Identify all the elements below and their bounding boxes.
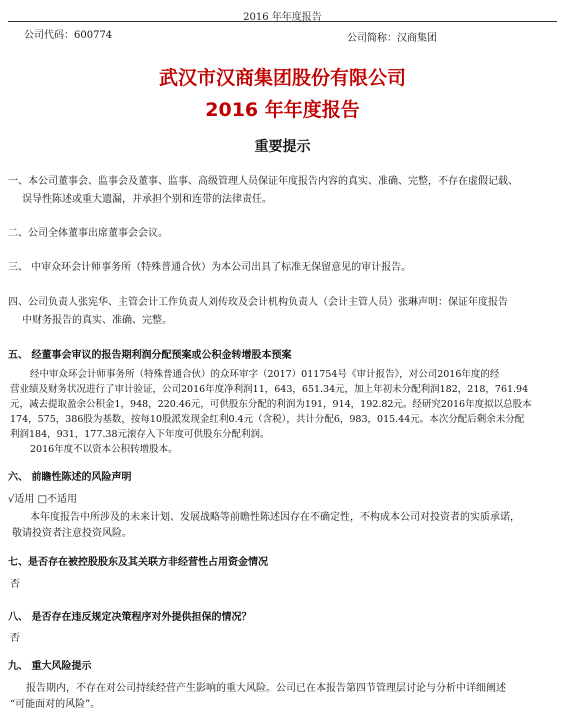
notice-9-title: 九、 重大风险提示 bbox=[8, 661, 92, 672]
notice-6-para-line-1: 本年度报告中所涉及的未来计划、发展战略等前瞻性陈述因存在不确定性，不构成本公司对投资者的实质承诺， bbox=[30, 512, 520, 523]
notice-3: 三、 中审众环会计师事务所（特殊普通合伙）为本公司出具了标准无保留意见的审计报告。 bbox=[8, 262, 412, 273]
notice-5-para-line-3: 元，减去提取盈余公积金1，948，220.46元，可供股东分配的利润为191，914，192.82元。经研究2016年度拟以总股本 bbox=[10, 399, 532, 410]
company-abbreviation: 公司简称：汉商集团 bbox=[347, 33, 437, 44]
notice-5-para-line-2: 营业绩及财务状况进行了审计验证，公司2016年度净利润11，643，651.34元，加上年初未分配利润182，218，761.94 bbox=[10, 384, 529, 395]
notice-6-para-line-2: 敬请投资者注意投资风险。 bbox=[12, 528, 132, 539]
notice-7-title: 七、是否存在被控股股东及其关联方非经营性占用资金情况 bbox=[8, 557, 268, 568]
option-applicable: √适用 bbox=[8, 494, 35, 505]
notice-9-para-line-2: “可能面对的风险”。 bbox=[10, 699, 101, 710]
notice-5-para-line-4: 174，575，386股为基数，按每10股派发现金红利0.4元（含税），共计分配6，983，015.44元。本次分配后剩余未分配 bbox=[10, 414, 525, 425]
company-title: 武汉市汉商集团股份有限公司 bbox=[158, 67, 406, 89]
notice-5-title: 五、 经董事会审议的报告期利润分配预案或公积金转增股本预案 bbox=[8, 350, 292, 361]
notice-2: 二、公司全体董事出席董事会会议。 bbox=[8, 228, 168, 239]
notice-1-line-1: 一、本公司董事会、监事会及董事、监事、高级管理人员保证年度报告内容的真实、准确、完整，不存在虚假记载、 bbox=[8, 176, 518, 187]
notice-5-para-line-1: 经中审众环会计师事务所（特殊普通合伙）的众环审字（2017）011754号《审计报告》，对公司2016年度的经 bbox=[30, 369, 500, 380]
applicability-options bbox=[8, 490, 77, 505]
notice-7-answer: 否 bbox=[10, 579, 20, 590]
header-divider bbox=[8, 21, 557, 22]
notice-1-line-2: 误导性陈述或重大遗漏，并承担个别和连带的法律责任。 bbox=[22, 194, 272, 205]
option-not-applicable: □不适用 bbox=[37, 494, 78, 505]
notice-4-line-2: 中财务报告的真实、准确、完整。 bbox=[22, 315, 172, 326]
notice-9-para-line-1: 报告期内，不存在对公司持续经营产生影响的重大风险。公司已在本报告第四节管理层讨论与分析中详细阐述 bbox=[26, 683, 506, 694]
company-code: 公司代码：600774 bbox=[24, 30, 113, 41]
notice-6-title: 六、 前瞻性陈述的风险声明 bbox=[8, 472, 132, 483]
notice-5-para-line-6: 2016年度不以资本公积转增股本。 bbox=[30, 444, 178, 455]
notice-5-para-line-5: 利润184，931，177.38元滚存入下年度可供股东分配利润。 bbox=[10, 429, 270, 440]
report-title: 2016 年年度报告 bbox=[205, 99, 360, 121]
section-heading: 重要提示 bbox=[254, 139, 311, 155]
notice-8-title: 八、 是否存在违反规定决策程序对外提供担保的情况？ bbox=[8, 612, 252, 623]
running-header: 2016 年年度报告 bbox=[243, 12, 322, 23]
notice-8-answer: 否 bbox=[10, 633, 20, 644]
notice-4-line-1: 四、公司负责人张宪华、主管会计工作负责人刘传玫及会计机构负责人（会计主管人员）张琳声明：保证年度报告 bbox=[8, 297, 508, 308]
